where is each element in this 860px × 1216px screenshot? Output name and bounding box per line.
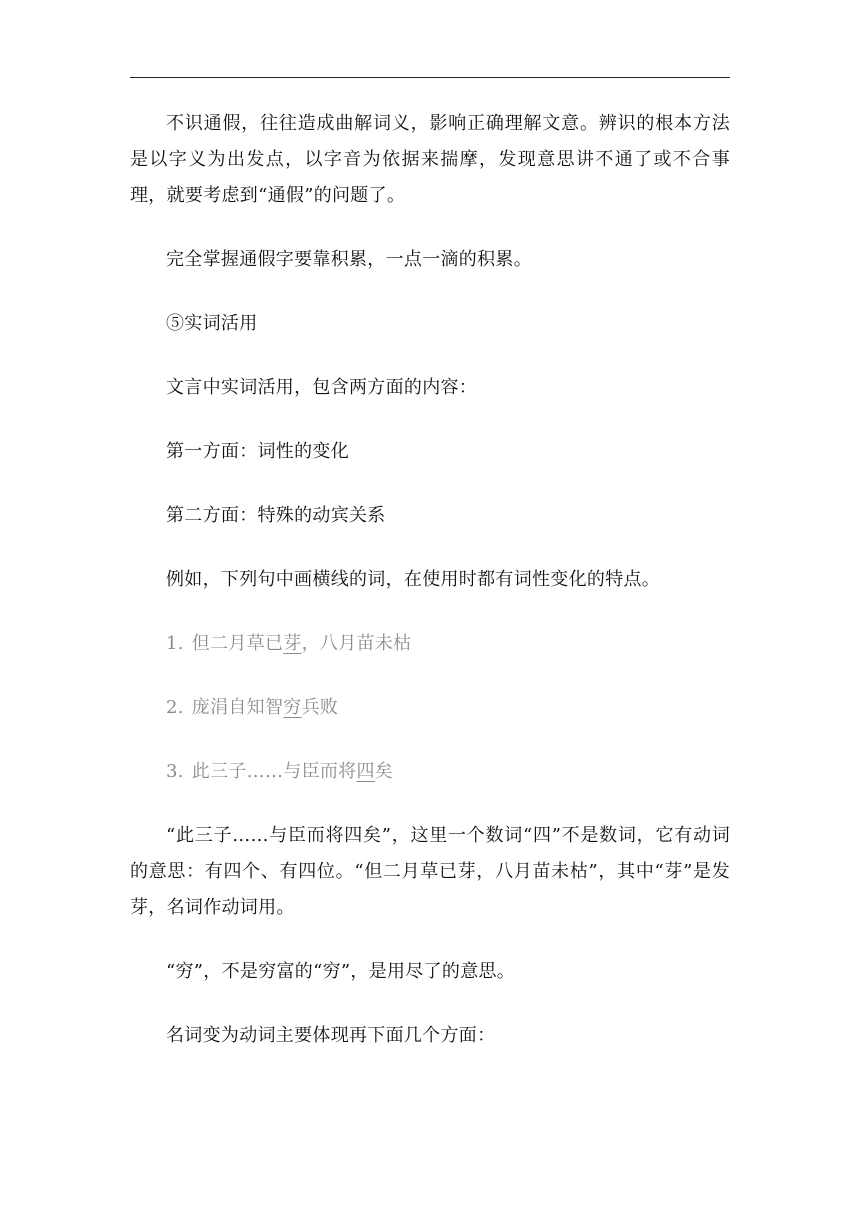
example-text: 但二月草已	[191, 633, 284, 654]
document-body	[130, 106, 730, 1054]
header-rule	[130, 77, 730, 78]
paragraph-aspect-one: 第一方面：词性的变化	[166, 441, 349, 462]
paragraph-accumulation: 完全掌握通假字要靠积累，一点一滴的积累。	[166, 249, 532, 270]
example-number: 1.	[166, 633, 184, 654]
example-sentence-1	[130, 626, 730, 662]
example-text: ，八月苗未枯	[301, 633, 412, 654]
example-text: 庞涓自知智	[191, 697, 284, 718]
paragraph-aspect-two: 第二方面：特殊的动宾关系	[166, 505, 386, 526]
underlined-word: 穷	[283, 697, 302, 718]
example-text: 此三子……与臣而将	[191, 761, 357, 782]
example-text: 矣	[374, 761, 394, 782]
paragraph-tongjia-explanation: 不识通假，往往造成曲解词义，影响正确理解文意。辨识的根本方法是以字义为出发点，以字音为依据来揣摩，发现意思讲不通了或不合事理，就要考虑到“通假”的问题了。	[130, 113, 730, 206]
example-number: 3.	[166, 761, 184, 782]
paragraph-example-intro: 例如，下列句中画横线的词，在使用时都有词性变化的特点。	[166, 569, 661, 590]
underlined-word: 四	[356, 761, 375, 782]
example-sentence-2	[130, 690, 730, 726]
paragraph-numeral-explanation: “此三子……与臣而将四矣”，这里一个数词“四”不是数词，它有动词的意思：有四个、有四位。“但二月草已芽，八月苗未枯”，其中“芽”是发芽，名词作动词用。	[130, 825, 730, 918]
example-text: 兵败	[301, 697, 339, 718]
example-sentence-3	[130, 754, 730, 790]
example-number: 2.	[166, 697, 184, 718]
paragraph-two-aspects: 文言中实词活用，包含两方面的内容：	[166, 377, 478, 398]
underlined-word: 芽	[283, 633, 302, 654]
paragraph-qiong-explanation: “穷”，不是穷富的“穷”，是用尽了的意思。	[166, 961, 516, 982]
section-heading-shici-huoyong: ⑤实词活用	[166, 313, 258, 334]
paragraph-noun-to-verb: 名词变为动词主要体现再下面几个方面：	[166, 1025, 496, 1046]
